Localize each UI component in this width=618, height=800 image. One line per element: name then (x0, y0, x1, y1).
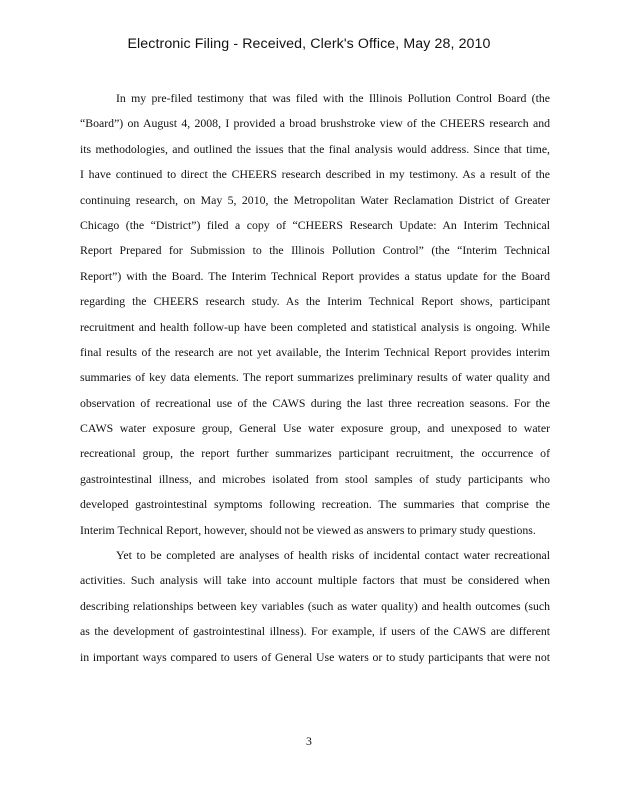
text-line: recruitment and health follow-up have been completed and statistical analysis is ongoing. While (80, 319, 550, 334)
text-line: CAWS water exposure group, General Use water exposure group, and unexposed to water (80, 421, 550, 436)
paragraph-1 (80, 86, 550, 543)
text-line: gastrointestinal illness, and microbes isolated from stool samples of study participants who (80, 471, 550, 486)
filing-stamp-header: Electronic Filing - Received, Clerk's Office, May 28, 2010 (127, 36, 491, 52)
text-line: In my pre-filed testimony that was filed with the Illinois Pollution Control Board (the (116, 91, 550, 105)
text-line: recreational group, the report further summarizes participant recruitment, the occurrence of (80, 446, 550, 461)
text-line: describing relationships between key variables (such as water quality) and health outcomes (such (80, 598, 550, 613)
text-line: I have continued to direct the CHEERS research described in my testimony. As a result of the (80, 167, 550, 182)
text-line: activities. Such analysis will take into account multiple factors that must be considered when (80, 573, 550, 588)
text-line: final results of the research are not yet available, the Interim Technical Report provides interim (80, 344, 550, 359)
text-line: Chicago (the “District”) filed a copy of “CHEERS Research Update: An Interim Technical (80, 217, 550, 232)
testimony-body (80, 86, 550, 670)
text-line: continuing research, on May 5, 2010, the Metropolitan Water Reclamation District of Greater (80, 192, 550, 207)
text-line: observation of recreational use of the CAWS during the last three recreation seasons. For the (80, 395, 550, 410)
text-line: its methodologies, and outlined the issues that the final analysis would address. Since that time, (80, 141, 550, 156)
text-line: summaries of key data elements. The report summarizes preliminary results of water quality and (80, 370, 550, 385)
text-line: developed gastrointestinal symptoms following recreation. The summaries that comprise the (80, 497, 550, 512)
paragraph-2 (80, 543, 550, 670)
text-line: as the development of gastrointestinal illness). For example, if users of the CAWS are different (80, 624, 550, 639)
text-line: “Board”) on August 4, 2008, I provided a broad brushstroke view of the CHEERS research and (80, 116, 550, 131)
text-line: Yet to be completed are analyses of health risks of incidental contact water recreational (116, 548, 550, 563)
text-line: Report Prepared for Submission to the Illinois Pollution Control” (the “Interim Technical (80, 243, 550, 258)
text-line: regarding the CHEERS research study. As the Interim Technical Report shows, participant (80, 294, 550, 309)
page-number: 3 (306, 734, 312, 748)
text-line: in important ways compared to users of General Use waters or to study participants that were not (80, 649, 550, 664)
text-line: Report”) with the Board. The Interim Technical Report provides a status update for the Board (80, 268, 550, 283)
text-line: Interim Technical Report, however, should not be viewed as answers to primary study questions. (80, 522, 536, 537)
